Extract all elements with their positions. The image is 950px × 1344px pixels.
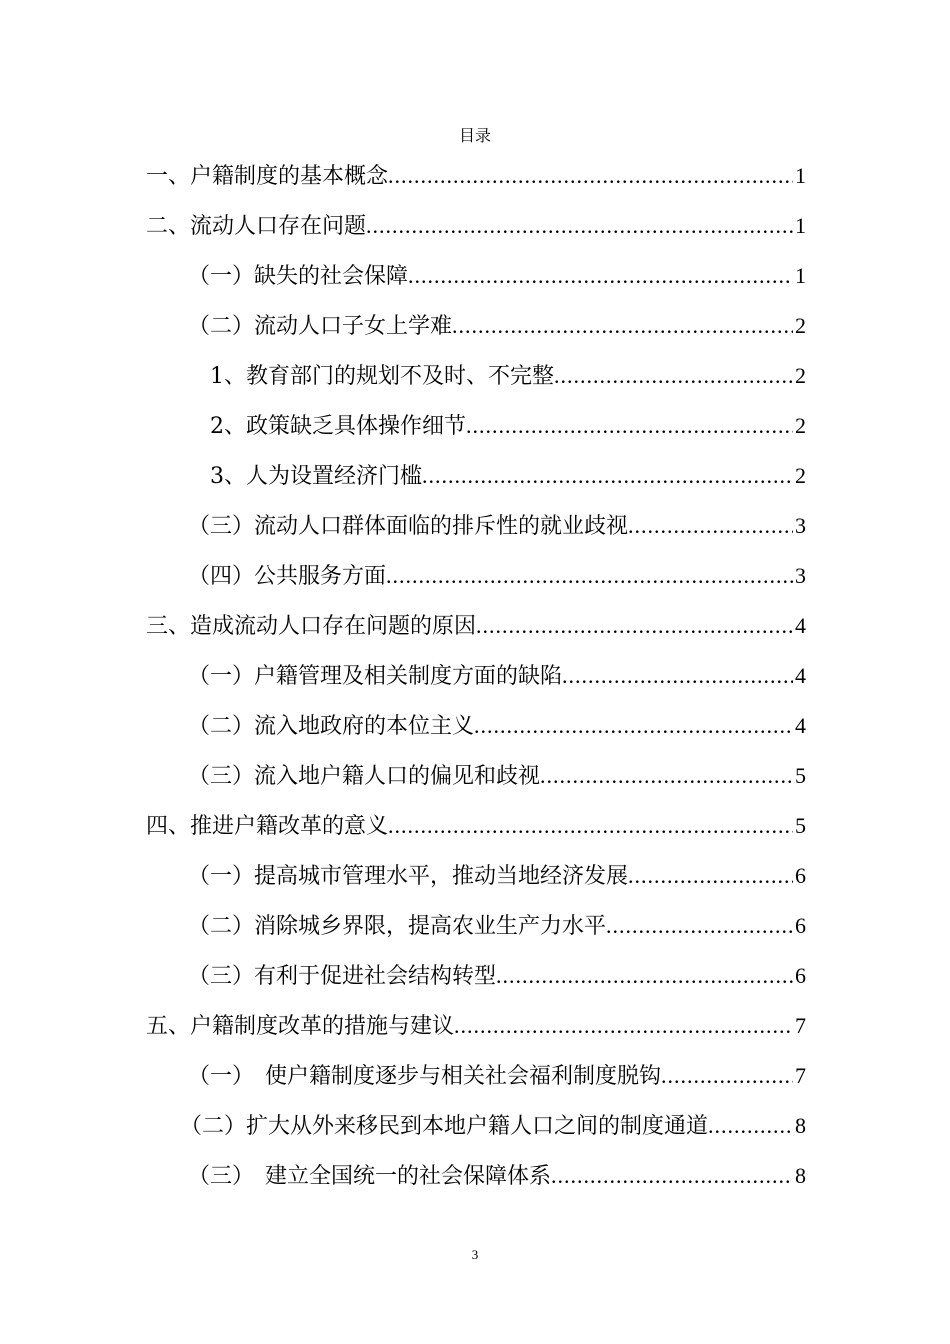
toc-entry-page: 4 — [795, 613, 806, 638]
toc-entry-page: 4 — [795, 713, 806, 738]
toc-entry-page: 3 — [795, 563, 806, 588]
toc-entry-page: 1 — [795, 263, 806, 288]
toc-entry[interactable] — [146, 154, 806, 204]
toc-leader-dots — [551, 1154, 793, 1198]
toc-entry-page: 6 — [795, 913, 806, 938]
toc-leader-dots — [606, 904, 793, 948]
toc-leader-dots — [386, 554, 793, 598]
toc-leader-dots — [708, 1104, 793, 1148]
toc-entry-page: 4 — [795, 663, 806, 688]
toc-leader-dots — [408, 254, 793, 298]
toc-entry-text: （三）流入地户籍人口的偏见和歧视 — [188, 764, 541, 789]
toc-leader-dots — [452, 304, 793, 348]
toc-leader-dots — [388, 804, 793, 848]
toc-leader-dots — [628, 504, 793, 548]
toc-entry-text: （三）有利于促进社会结构转型 — [188, 964, 497, 989]
toc-entry-page: 2 — [795, 363, 806, 388]
toc-entry-page: 6 — [795, 863, 806, 888]
toc-entry[interactable] — [146, 554, 806, 604]
toc-entry-text: 五、户籍制度改革的措施与建议 — [146, 1014, 455, 1039]
toc-entry[interactable] — [146, 754, 806, 804]
toc-leader-dots — [474, 704, 793, 748]
toc-entry-text: 三、造成流动人口存在问题的原因 — [146, 614, 477, 639]
toc-entry-page: 5 — [795, 763, 806, 788]
toc-entry[interactable] — [146, 204, 806, 254]
toc-entry-page: 2 — [795, 463, 806, 488]
toc-leader-dots — [540, 754, 793, 798]
toc-entry[interactable] — [146, 454, 806, 504]
toc-entry[interactable] — [146, 604, 806, 654]
toc-title: 目录 — [458, 126, 491, 145]
toc-entry-page: 8 — [795, 1113, 806, 1138]
toc-entry-page: 3 — [795, 513, 806, 538]
toc-entry[interactable] — [146, 1104, 806, 1154]
toc-leader-dots — [388, 154, 793, 198]
toc-entry[interactable] — [146, 1004, 806, 1054]
toc-leader-dots — [422, 454, 793, 498]
toc-entry-text: （一） 使户籍制度逐步与相关社会福利制度脱钩 — [188, 1064, 662, 1089]
toc-entry[interactable] — [146, 954, 806, 1004]
toc-entry-text: 2、政策缺乏具体操作细节 — [210, 414, 466, 439]
toc-entry-text: （三） 建立全国统一的社会保障体系 — [188, 1164, 552, 1189]
toc-entry-text: 二、流动人口存在问题 — [146, 214, 367, 239]
toc-entry-page: 8 — [795, 1163, 806, 1188]
toc-leader-dots — [476, 604, 793, 648]
toc-entry-text: （一）提高城市管理水平，推动当地经济发展 — [188, 864, 629, 889]
toc-entry[interactable] — [146, 1054, 806, 1104]
toc-entry-text: （二）流入地政府的本位主义 — [188, 714, 475, 739]
toc-leader-dots — [661, 1054, 793, 1098]
toc-entry[interactable] — [146, 654, 806, 704]
toc-entry-page: 1 — [795, 163, 806, 188]
toc-entry[interactable] — [146, 704, 806, 754]
toc-entry-text: 四、推进户籍改革的意义 — [146, 814, 389, 839]
toc-entry[interactable] — [146, 354, 806, 404]
toc-entry[interactable] — [146, 254, 806, 304]
toc-entry[interactable] — [146, 504, 806, 554]
toc-leader-dots — [496, 954, 793, 998]
toc-entry-page: 7 — [795, 1063, 806, 1088]
toc-entry[interactable] — [146, 404, 806, 454]
toc-entry[interactable] — [146, 904, 806, 954]
toc-leader-dots — [466, 404, 793, 448]
toc-entry-text: （二）消除城乡界限，提高农业生产力水平 — [188, 914, 607, 939]
toc-entry-text: 1、教育部门的规划不及时、不完整 — [210, 364, 554, 389]
table-of-contents — [146, 154, 806, 1204]
toc-entry-page: 2 — [795, 313, 806, 338]
toc-entry-page: 5 — [795, 813, 806, 838]
page-number: 3 — [471, 1247, 479, 1262]
toc-entry-text: 一、户籍制度的基本概念 — [146, 164, 389, 189]
toc-leader-dots — [628, 854, 793, 898]
toc-entry-text: （二）扩大从外来移民到本地户籍人口之间的制度通道 — [180, 1114, 709, 1139]
toc-entry-page: 7 — [795, 1013, 806, 1038]
toc-entry-text: （一）缺失的社会保障 — [188, 264, 409, 289]
toc-leader-dots — [454, 1004, 793, 1048]
toc-entry-text: （三）流动人口群体面临的排斥性的就业歧视 — [188, 514, 629, 539]
toc-entry-page: 6 — [795, 963, 806, 988]
toc-entry-text: （一）户籍管理及相关制度方面的缺陷 — [188, 664, 563, 689]
toc-entry-text: （二）流动人口子女上学难 — [188, 314, 453, 339]
toc-entry[interactable] — [146, 304, 806, 354]
toc-entry[interactable] — [146, 804, 806, 854]
toc-leader-dots — [554, 354, 793, 398]
toc-entry-page: 2 — [795, 413, 806, 438]
toc-entry-text: （四）公共服务方面 — [188, 564, 387, 589]
toc-entry[interactable] — [146, 1154, 806, 1204]
toc-entry-text: 3、人为设置经济门槛 — [210, 464, 422, 489]
toc-leader-dots — [562, 654, 793, 698]
toc-entry[interactable] — [146, 854, 806, 904]
toc-entry-page: 1 — [795, 213, 806, 238]
toc-leader-dots — [366, 204, 793, 248]
